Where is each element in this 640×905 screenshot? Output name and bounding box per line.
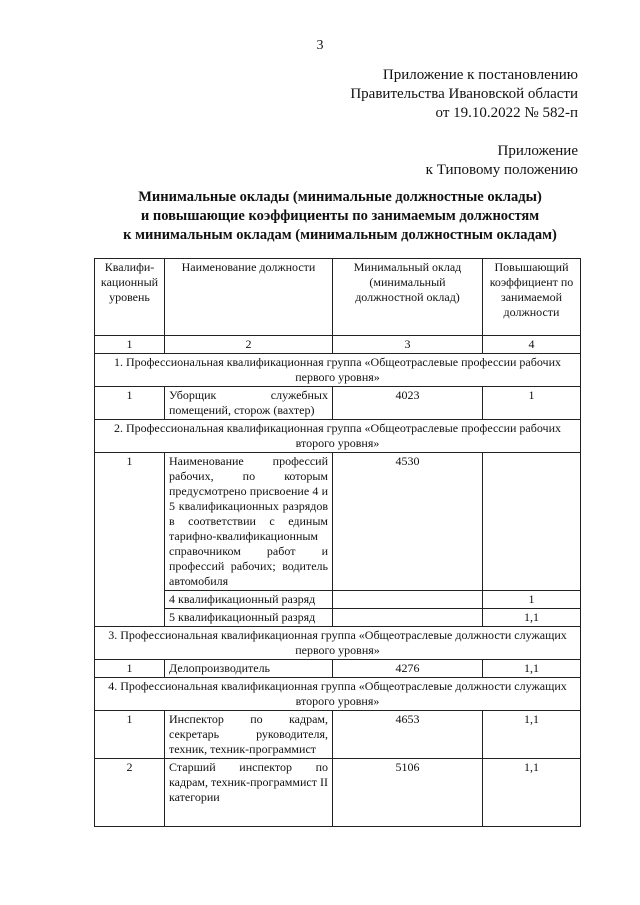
cell-salary: 4276 xyxy=(333,660,483,678)
table-row xyxy=(95,591,581,609)
cell-position: Наименование профессий рабочих, по которым предусмотрено присвоение 4 и 5 квалификационных разрядов в соответствии с единым тарифно-квалификационным справочником работ и профессий рабочих; водитель автомобиля xyxy=(165,453,333,591)
cell-position: 4 квалификационный разряд xyxy=(165,591,333,609)
group-title: 1. Профессиональная квалификационная группа «Общеотраслевые профессии рабочих первого уровня» xyxy=(95,354,581,387)
cell-level: 1 xyxy=(95,453,165,627)
group-title-row xyxy=(95,627,581,660)
title-line: к минимальным окладам (минимальным должностным окладам) xyxy=(123,227,557,243)
cell-salary xyxy=(333,591,483,609)
column-number: 3 xyxy=(333,336,483,354)
group-title-row xyxy=(95,420,581,453)
appendix-sub-line: к Типовому положению xyxy=(425,162,578,178)
cell-coefficient: 1 xyxy=(483,591,581,609)
table-row xyxy=(95,609,581,627)
group-title: 2. Профессиональная квалификационная группа «Общеотраслевые профессии рабочих второго уровня» xyxy=(95,420,581,453)
cell-coefficient: 1,1 xyxy=(483,609,581,627)
cell-salary: 4023 xyxy=(333,387,483,420)
cell-coefficient xyxy=(483,453,581,591)
page-number: 3 xyxy=(316,38,324,53)
column-number: 1 xyxy=(95,336,165,354)
cell-position: Инспектор по кадрам, секретарь руководителя, техник, техник-программист xyxy=(165,711,333,759)
group-title: 3. Профессиональная квалификационная группа «Общеотраслевые должности служащих первого уровня» xyxy=(95,627,581,660)
appendix-sub-line: Приложение xyxy=(497,143,578,159)
header-level: Квалифи-кационный уровень xyxy=(95,259,165,336)
title-line: Минимальные оклады (минимальные должностные оклады) xyxy=(138,189,542,205)
appendix-main-heading xyxy=(350,66,578,123)
cell-coefficient: 1,1 xyxy=(483,711,581,759)
cell-position: 5 квалификационный разряд xyxy=(165,609,333,627)
group-title-row xyxy=(95,678,581,711)
cell-level: 1 xyxy=(95,711,165,759)
header-coefficient: Повышающий коэффициент по занимаемой должности xyxy=(483,259,581,336)
table-row xyxy=(95,711,581,759)
table-row xyxy=(95,387,581,420)
appendix-main-line: от 19.10.2022 № 582-п xyxy=(435,105,578,121)
table-row xyxy=(95,660,581,678)
cell-salary: 4653 xyxy=(333,711,483,759)
appendix-main-line: Правительства Ивановской области xyxy=(350,86,578,102)
cell-salary: 5106 xyxy=(333,759,483,827)
header-position: Наименование должности xyxy=(165,259,333,336)
cell-salary: 4530 xyxy=(333,453,483,591)
cell-level: 1 xyxy=(95,387,165,420)
table-header-row xyxy=(95,259,581,336)
cell-position: Уборщик служебных помещений, сторож (вахтер) xyxy=(165,387,333,420)
salary-table xyxy=(94,258,581,827)
cell-salary xyxy=(333,609,483,627)
document-title xyxy=(0,188,640,245)
column-number-row xyxy=(95,336,581,354)
cell-coefficient: 1,1 xyxy=(483,759,581,827)
group-title-row xyxy=(95,354,581,387)
appendix-main-line: Приложение к постановлению xyxy=(382,67,578,83)
title-line: и повышающие коэффициенты по занимаемым должностям xyxy=(140,208,540,224)
cell-position: Делопроизводитель xyxy=(165,660,333,678)
column-number: 2 xyxy=(165,336,333,354)
cell-coefficient: 1 xyxy=(483,387,581,420)
table-row xyxy=(95,759,581,827)
cell-level: 2 xyxy=(95,759,165,827)
group-title: 4. Профессиональная квалификационная группа «Общеотраслевые должности служащих второго уровня» xyxy=(95,678,581,711)
table-row xyxy=(95,453,581,591)
header-salary: Минимальный оклад (минимальный должностной оклад) xyxy=(333,259,483,336)
appendix-sub-heading xyxy=(426,142,578,180)
column-number: 4 xyxy=(483,336,581,354)
cell-position: Старший инспектор по кадрам, техник-программист II категории xyxy=(165,759,333,827)
cell-level: 1 xyxy=(95,660,165,678)
cell-coefficient: 1,1 xyxy=(483,660,581,678)
